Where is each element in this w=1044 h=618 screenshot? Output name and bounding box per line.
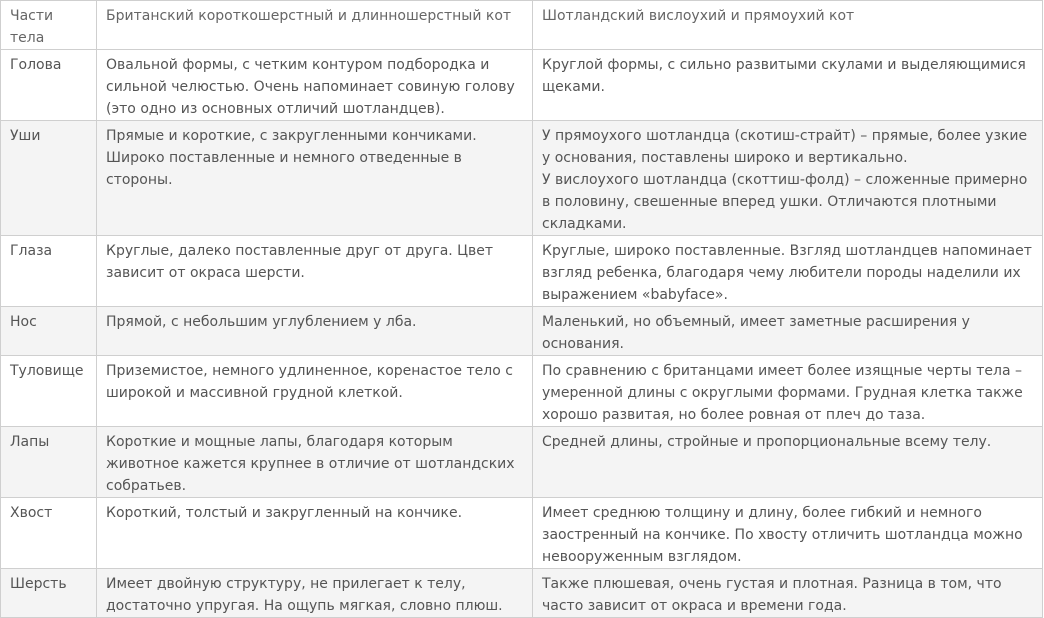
row-part-cell: Уши (1, 121, 97, 236)
row-british-cell: Короткие и мощные лапы, благодаря которым животное кажется крупнее в отличие от шотландских собратьев. (97, 427, 533, 498)
table-row (1, 307, 1043, 356)
table-row (1, 356, 1043, 427)
row-british-cell: Круглые, далеко поставленные друг от друга. Цвет зависит от окраса шерсти. (97, 236, 533, 307)
row-scottish-cell (533, 121, 1043, 236)
table-row (1, 121, 1043, 236)
table-row (1, 236, 1043, 307)
row-scottish-cell: Маленький, но объемный, имеет заметные расширения у основания. (533, 307, 1043, 356)
row-part-cell: Глаза (1, 236, 97, 307)
header-part-cell: Части тела (1, 1, 97, 50)
scottish-fold-text: У вислоухого шотландца (скоттиш-фолд) – сложенные примерно в половину, свешенные вперед ушки. Отличаются плотными складками. (542, 172, 1028, 232)
row-part-cell: Голова (1, 50, 97, 121)
table-row (1, 498, 1043, 569)
row-part-cell: Хвост (1, 498, 97, 569)
scottish-straight-text: У прямоухого шотландца (скотиш-страйт) – прямые, более узкие у основания, поставлены широко и вертикально. (542, 128, 1028, 166)
row-scottish-cell: Также плюшевая, очень густая и плотная. Разница в том, что часто зависит от окраса и времени года. (533, 569, 1043, 618)
table-row (1, 569, 1043, 618)
header-british-cell: Британский короткошерстный и длинношерстный кот (97, 1, 533, 50)
row-scottish-cell: По сравнению с британцами имеет более изящные черты тела – умеренной длины с округлыми формами. Грудная клетка также хорошо развитая, но более ровная от плеч до таза. (533, 356, 1043, 427)
row-british-cell: Прямой, с небольшим углублением у лба. (97, 307, 533, 356)
row-scottish-cell: Круглые, широко поставленные. Взгляд шотландцев напоминает взгляд ребенка, благодаря чему любители породы наделили их выражением «babyface». (533, 236, 1043, 307)
row-british-cell: Имеет двойную структуру, не прилегает к телу, достаточно упругая. На ощупь мягкая, словно плюш. (97, 569, 533, 618)
row-part-cell: Шерсть (1, 569, 97, 618)
table-row (1, 50, 1043, 121)
table-row (1, 427, 1043, 498)
row-british-cell: Прямые и короткие, с закругленными кончиками. Широко поставленные и немного отведенные в стороны. (97, 121, 533, 236)
table-header-row (1, 1, 1043, 50)
row-part-cell: Лапы (1, 427, 97, 498)
row-part-cell: Нос (1, 307, 97, 356)
row-british-cell: Овальной формы, с четким контуром подбородка и сильной челюстью. Очень напоминает совиную голову (это одно из основных отличий шотландцев). (97, 50, 533, 121)
row-scottish-cell: Средней длины, стройные и пропорциональные всему телу. (533, 427, 1043, 498)
row-part-cell: Туловище (1, 356, 97, 427)
row-scottish-cell: Круглой формы, с сильно развитыми скулами и выделяющимися щеками. (533, 50, 1043, 121)
row-british-cell: Короткий, толстый и закругленный на кончике. (97, 498, 533, 569)
row-scottish-cell: Имеет среднюю толщину и длину, более гибкий и немного заостренный на кончике. По хвосту отличить шотландца можно невооруженным взглядом. (533, 498, 1043, 569)
row-british-cell: Приземистое, немного удлиненное, коренастое тело с широкой и массивной грудной клеткой. (97, 356, 533, 427)
header-scottish-cell: Шотландский вислоухий и прямоухий кот (533, 1, 1043, 50)
